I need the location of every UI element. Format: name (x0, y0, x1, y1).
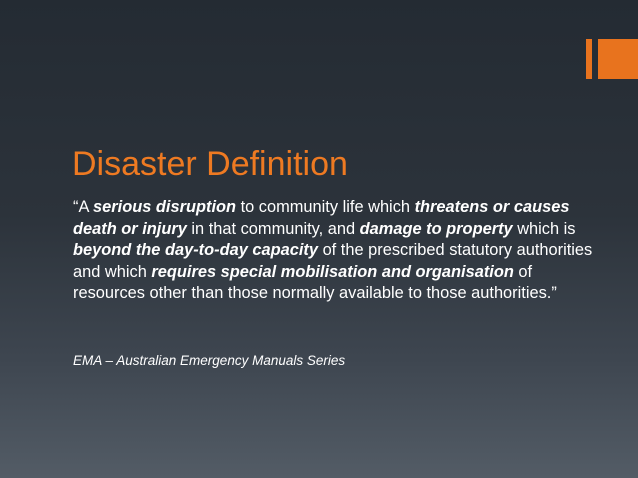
source-citation: EMA – Australian Emergency Manuals Series (73, 353, 346, 368)
quote-emphasis: threatens or causes death or injury (73, 198, 570, 238)
quote-emphasis: beyond the day-to-day capacity (73, 241, 319, 259)
quote-segment: of the prescribed statutory authorities and which (73, 241, 593, 281)
accent-bar-thin (586, 39, 592, 79)
accent-bar-thick (598, 39, 638, 79)
quote-emphasis: requires special mobilisation and organisation (151, 262, 514, 281)
quote-emphasis: serious disruption (93, 198, 237, 216)
slide-title: Disaster Definition (72, 145, 348, 183)
quote-segment: which is (512, 219, 576, 238)
quote-segment: of resources other than those normally available to those authorities.” (73, 262, 557, 302)
quote-segment: in that community, and (186, 219, 360, 238)
quote-segment: “A (73, 198, 94, 216)
definition-quote (73, 197, 593, 305)
quote-segment: to community life which (236, 198, 415, 216)
quote-emphasis: damage to property (359, 219, 513, 238)
